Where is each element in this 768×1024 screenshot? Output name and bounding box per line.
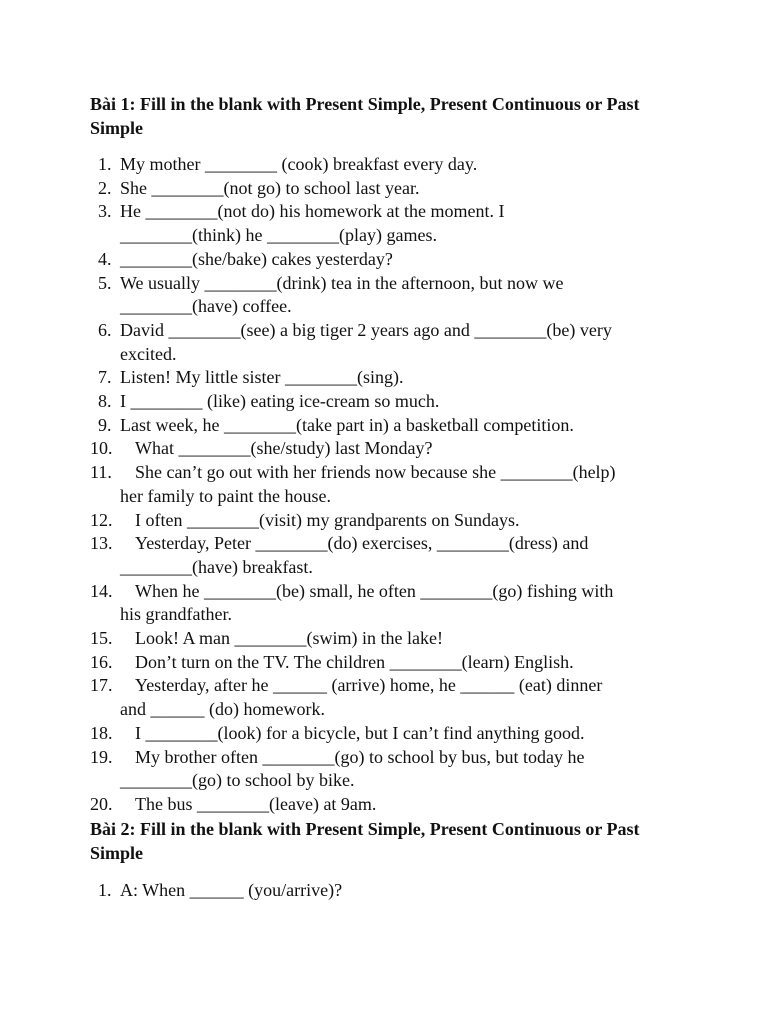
item-text: Don’t turn on the TV. The children ________(learn) English.: [135, 651, 574, 672]
exercise-item: [90, 366, 690, 390]
item-number: 18.: [90, 722, 113, 743]
exercise-item: [90, 580, 690, 627]
item-number: 9.: [98, 414, 112, 435]
exercise-item: [90, 509, 690, 533]
item-text: Yesterday, Peter ________(do) exercises, ________(dress) and ________(have) breakfast.: [120, 533, 589, 577]
item-text: The bus ________(leave) at 9am.: [135, 793, 377, 814]
item-text: He ________(not do) his homework at the moment. I ________(think) he ________(play) games.: [120, 201, 505, 246]
item-number: 17.: [90, 675, 113, 696]
item-text: My brother often ________(go) to school by bus, but today he ________(go) to school by bike.: [120, 746, 585, 791]
item-text: I ________ (like) eating ice-cream so much.: [120, 391, 440, 412]
item-text: Listen! My little sister ________(sing).: [120, 367, 404, 388]
exercise-item: [90, 319, 690, 366]
item-number: 15.: [90, 628, 113, 649]
item-text: When he ________(be) small, he often ________(go) fishing with his grandfather.: [120, 580, 614, 625]
item-text: We usually ________(drink) tea in the afternoon, but now we ________(have) coffee.: [120, 272, 564, 317]
exercise-item: [90, 461, 690, 508]
item-number: 13.: [90, 533, 113, 554]
item-text: What ________(she/study) last Monday?: [135, 438, 433, 459]
item-number: 1.: [98, 154, 112, 174]
item-number: 12.: [90, 509, 113, 530]
exercise-item: [90, 390, 690, 414]
item-text: She ________(not go) to school last year.: [120, 177, 420, 198]
exercise-item: [90, 272, 690, 319]
item-number: 2.: [98, 177, 112, 198]
item-number: 6.: [98, 319, 112, 340]
exercise-item: [90, 248, 690, 272]
item-number: 3.: [98, 201, 112, 222]
item-number: 19.: [90, 746, 113, 767]
exercise-item: [90, 414, 690, 438]
item-number: 7.: [98, 367, 112, 388]
exercise-item: [90, 153, 690, 177]
item-text: I ________(look) for a bicycle, but I can’t find anything good.: [135, 722, 585, 743]
exercise-2-list: [90, 879, 690, 903]
exercise-item: [90, 200, 690, 247]
exercise-item: [90, 532, 690, 579]
exercise-1-heading: Bài 1: Fill in the blank with Present Simple, Present Continuous or Past Simple: [90, 94, 640, 138]
item-number: 10.: [90, 438, 113, 459]
exercise-item: [90, 722, 690, 746]
exercise-item: [90, 177, 690, 201]
item-number: 8.: [98, 391, 112, 412]
exercise-item: [90, 674, 690, 721]
item-text: I often ________(visit) my grandparents on Sundays.: [135, 509, 520, 530]
exercise-item: [90, 746, 690, 793]
item-text: Last week, he ________(take part in) a basketball competition.: [120, 414, 574, 435]
item-number: 5.: [98, 272, 112, 293]
exercise-item: [90, 651, 690, 675]
exercise-item: [90, 793, 690, 817]
exercise-item: [90, 879, 690, 903]
item-text: A: When ______ (you/arrive)?: [120, 879, 343, 900]
exercise-1-list: [90, 153, 690, 817]
item-number: 11.: [90, 462, 112, 483]
item-text: She can’t go out with her friends now because she ________(help) her family to paint the house.: [120, 462, 616, 506]
exercise-2-section: [90, 817, 690, 903]
item-text: David ________(see) a big tiger 2 years ago and ________(be) very excited.: [120, 319, 612, 364]
item-text: ________(she/bake) cakes yesterday?: [120, 248, 393, 269]
exercise-2-heading: Bài 2: Fill in the blank with Present Simple, Present Continuous or Past Simple: [90, 818, 640, 863]
worksheet-page: [90, 92, 690, 902]
exercise-item: [90, 437, 690, 461]
item-text: Look! A man ________(swim) in the lake!: [135, 628, 443, 649]
item-number: 4.: [98, 248, 112, 269]
item-text: Yesterday, after he ______ (arrive) home, he ______ (eat) dinner and ______ (do) homework.: [120, 675, 603, 720]
exercise-1-section: [90, 92, 690, 817]
item-number: 16.: [90, 651, 113, 672]
item-number: 1.: [98, 879, 112, 900]
exercise-item: [90, 627, 690, 651]
item-text: My mother ________ (cook) breakfast every day.: [120, 154, 478, 174]
item-number: 20.: [90, 793, 113, 814]
item-number: 14.: [90, 580, 113, 601]
